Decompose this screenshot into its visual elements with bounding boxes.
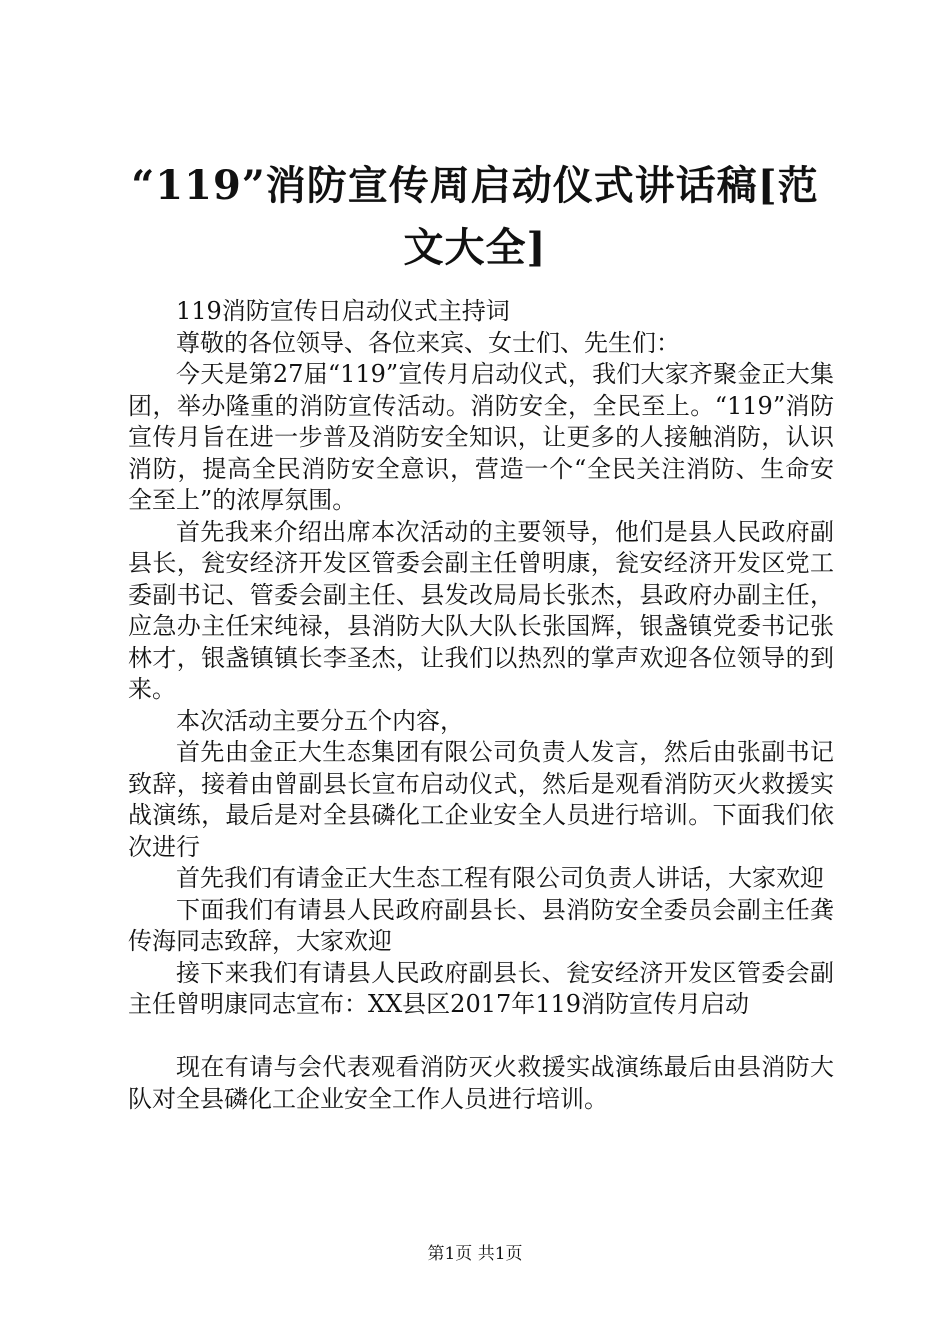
- paragraph-salutation: 尊敬的各位领导、各位来宾、女士们、先生们：: [176, 328, 680, 357]
- paragraph-company-speech: 首先我们有请金正大生态工程有限公司负责人讲话，大家欢迎: [176, 864, 824, 892]
- paragraph-address: 下面我们有请县人民政府副县长、县消防安全委员会副主任龚传海同志致辞，大家欢迎: [128, 895, 834, 955]
- paragraph-heading: 119消防宣传日启动仪式主持词: [176, 297, 510, 325]
- paragraph-opening: 今天是第27届“119”宣传月启动仪式，我们大家齐聚金正大集团，举办隆重的消防宣传活动。消防安全，全民至上。“119”消防宣传月旨在进一步普及消防安全知识，让更多的人接触消防，认识消防，提高全民消防安全意识，营造一个“全民关注消防、生命安全至上”的浓厚氛围。: [128, 360, 834, 514]
- page-footer: 第1页 共1页: [427, 1244, 523, 1264]
- paragraph-leaders-intro: 首先我来介绍出席本次活动的主要领导，他们是县人民政府副县长，瓮安经济开发区管委会副主任曾明康，瓮安经济开发区党工委副书记、管委会副主任、县发改局局长张杰，县政府办副主任，应急办主任宋纯禄，县消防大队大队长张国辉，银盏镇党委书记张林才，银盏镇镇长李圣杰，让我们以热烈的掌声欢迎各位领导的到来。: [128, 517, 834, 703]
- document-body: [128, 296, 834, 1115]
- paragraph-agenda: 首先由金正大生态集团有限公司负责人发言，然后由张副书记致辞，接着由曾副县长宣布启动仪式，然后是观看消防灭火救援实战演练，最后是对全县磷化工企业安全人员进行培训。下面我们依次进行: [128, 738, 834, 861]
- paragraph-drill: 现在有请与会代表观看消防灭火救援实战演练最后由县消防大队对全县磷化工企业安全工作人员进行培训。: [128, 1053, 834, 1113]
- paragraph-launch: 接下来我们有请县人民政府副县长、瓮安经济开发区管委会副主任曾明康同志宣布：XX县区2017年119消防宣传月启动: [128, 958, 834, 1018]
- document-title: “119”消防宣传周启动仪式讲话稿[范文大全]: [131, 162, 819, 271]
- paragraph-agenda-intro: 本次活动主要分五个内容，: [176, 706, 464, 735]
